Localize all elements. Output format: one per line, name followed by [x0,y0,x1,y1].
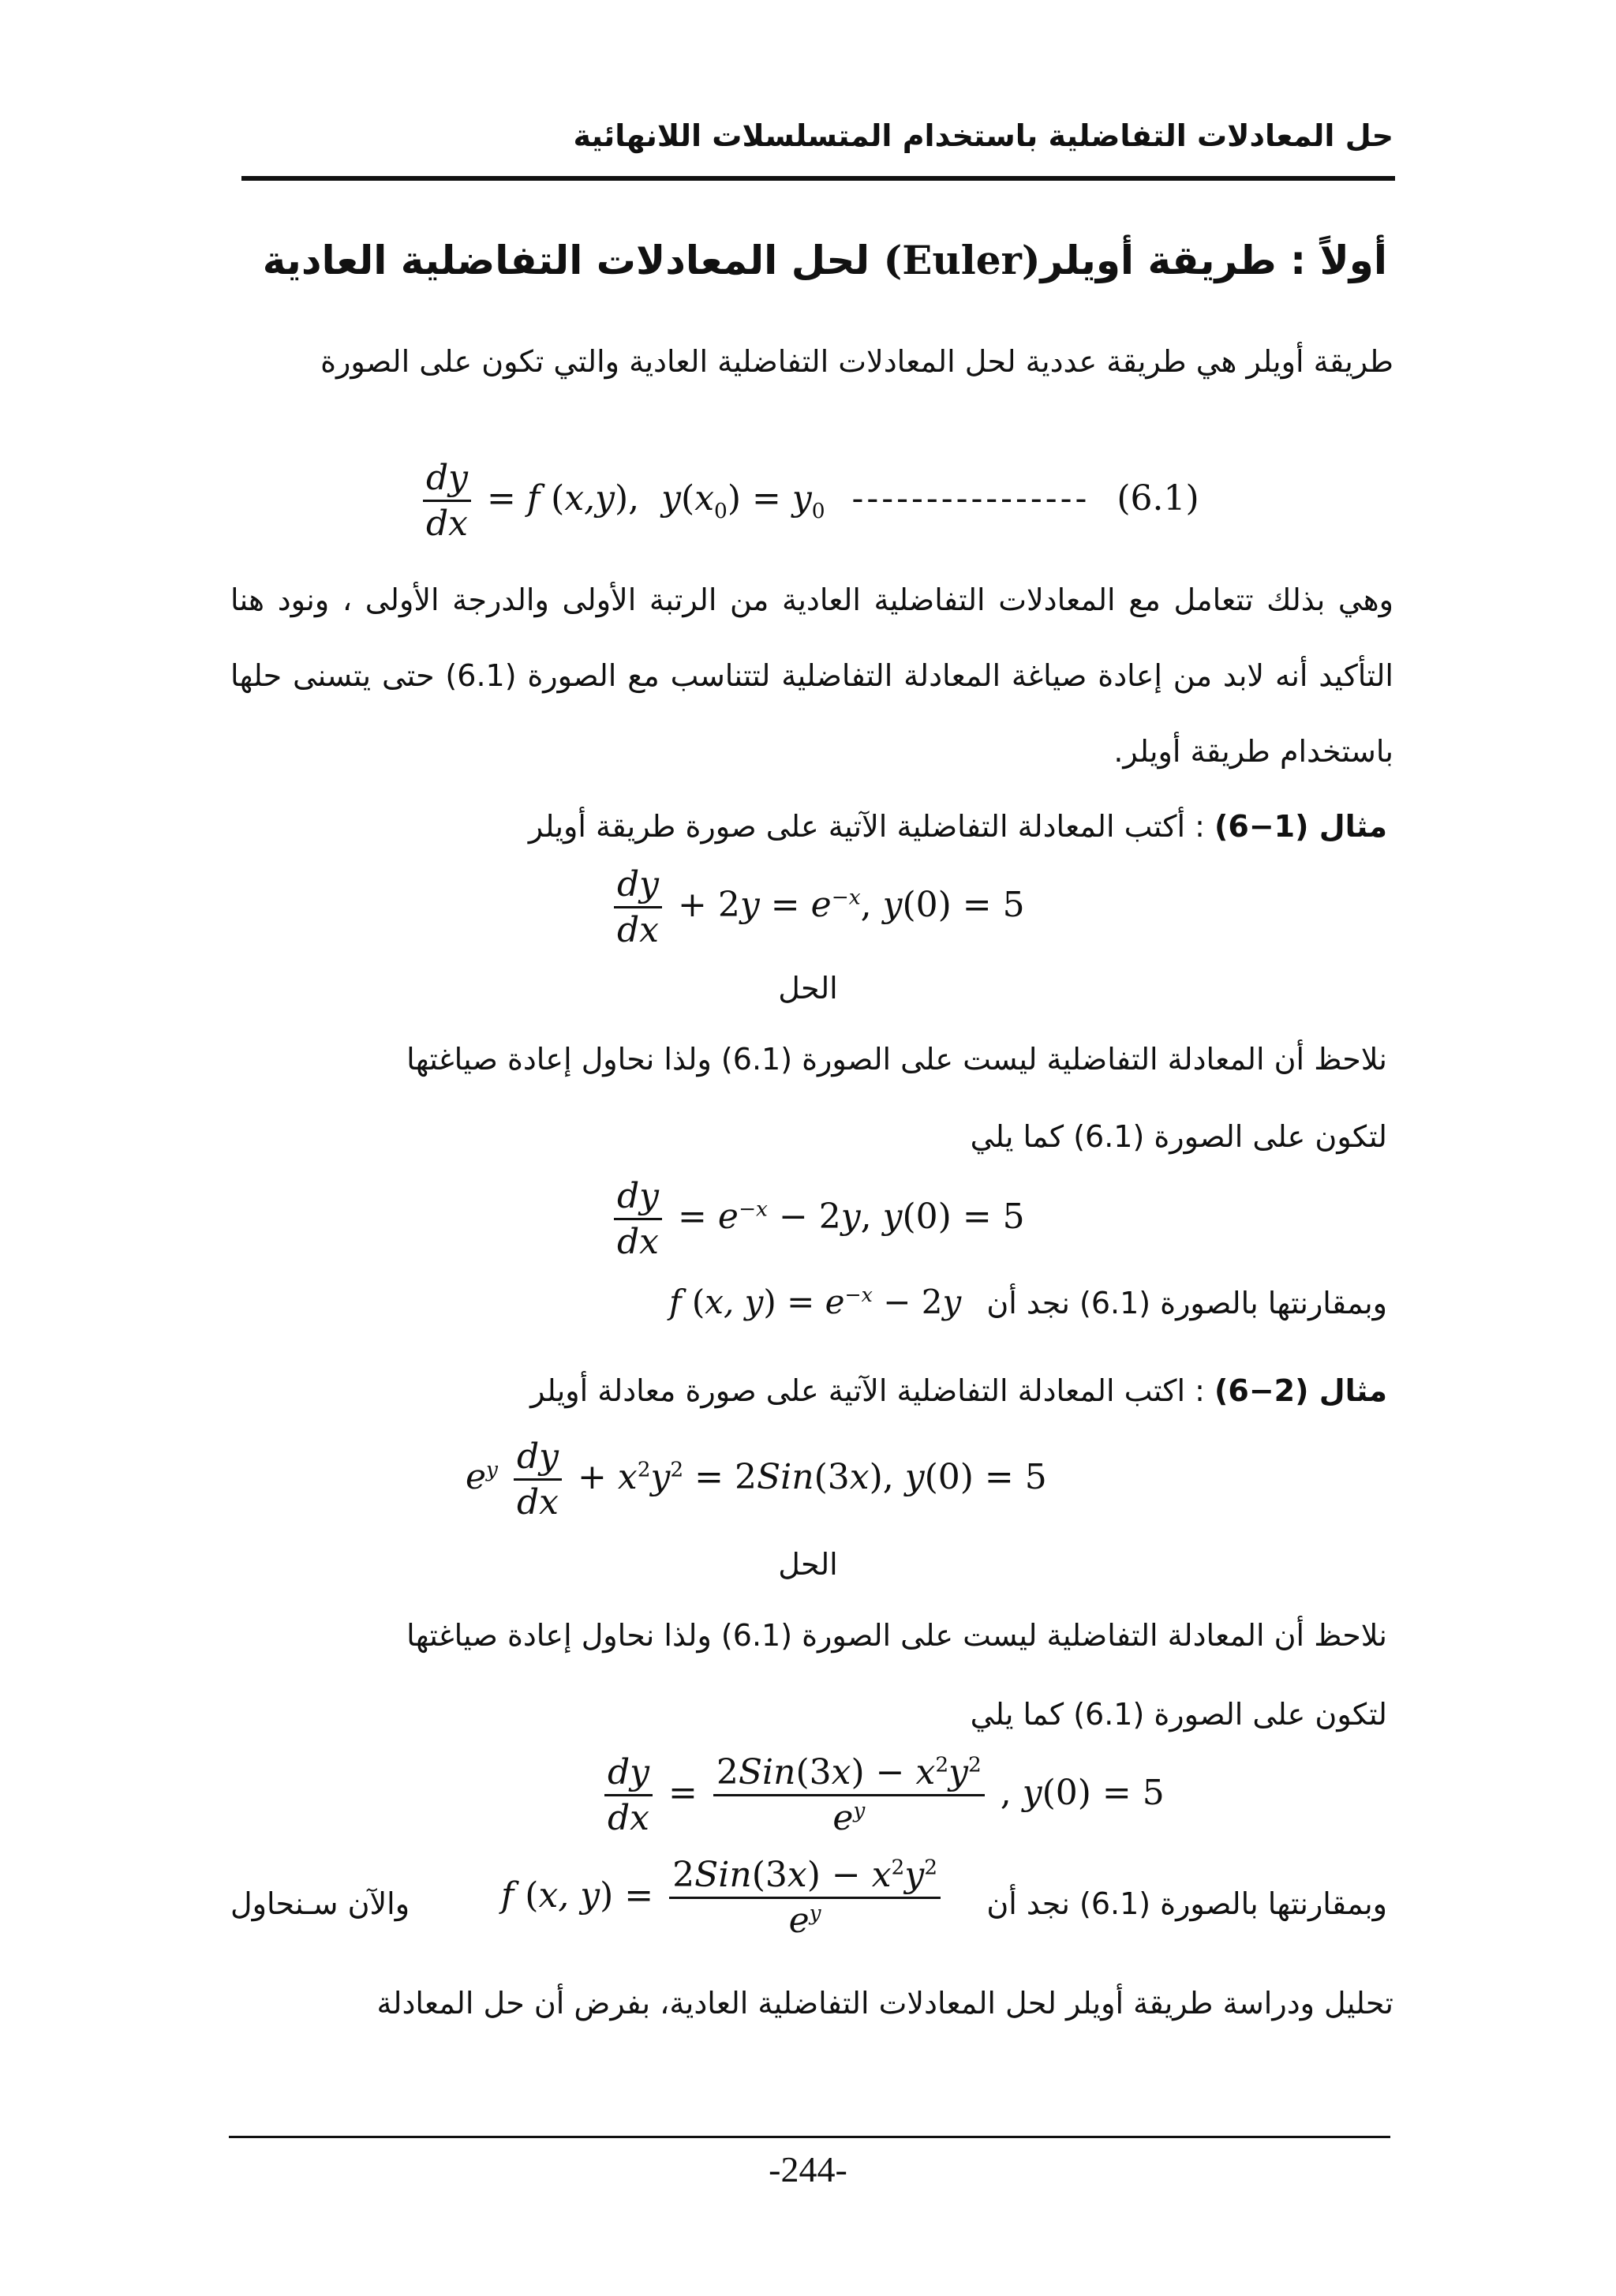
example-1-equation: $\frac{dy}{dx}$ + $2y = e^{-x}$, y(0) = 5 [609,864,1025,950]
equation-6-1: $\frac{dy}{dx}$ = f (x,y), $y(x_0) = y_0$ ---------------- (6.1) [418,458,1199,544]
footer-rule [229,2136,1390,2138]
example-2-f-definition: f (x, y) = $\frac{2Sin(3x) - x^2y^2}{e^y}$ [501,1855,945,1941]
intro-paragraph-1: طريقة أويلر هي طريقة عددية لحل المعادلات التفاضلية العادية والتي تكون على الصورة [320,344,1393,379]
example-1-label: مثال (1−6) [1214,809,1387,844]
page-number: -244- [769,2149,847,2189]
intro-paragraph-2: وهي بذلك تتعامل مع المعادلات التفاضلية العادية من الرتبة الأولى والدرجة الأولى ، ونود هنا التأكيد أنه لابد من إعادة صياغة المعادلة التفاضلية لتتناسب مع الصورة (6.1) حتى يتسنى حلها باستخدام طريقة أويلر. [230,582,1393,769]
example-2-note-1: نلاحظ أن المعادلة التفاضلية ليست على الصورة (6.1) ولذا نحاول إعادة صياغتها [406,1618,1387,1653]
example-2-note-2: لتكون على الصورة (6.1) كما يلي [970,1697,1387,1732]
running-header: حل المعادلات التفاضلية باستخدام المتسلسلات اللانهائية [573,118,1393,153]
example-2-label: مثال (2−6) [1214,1373,1387,1408]
example-1-rewritten-equation: $\frac{dy}{dx}$ = $e^{-x} - 2y$, y(0) = 5 [609,1176,1025,1262]
example-2-equation: $e^y$ $\frac{dy}{dx}$ + $x^2y^2 = 2Sin(3x)$, y(0) = 5 [466,1436,1047,1523]
example-1-solution-label: الحل [778,971,838,1006]
example-1-f-definition: f (x, $y) = e^{-x} - 2y$ [668,1283,962,1321]
example-2-solution-label: الحل [778,1547,838,1582]
heading-prefix: أولاً : طريقة أويلر [1040,238,1387,283]
example-1-statement: مثال (1−6) : أكتب المعادلة التفاضلية الآتية على صورة طريقة أويلر [528,809,1387,844]
equation-dashes: ---------------- [851,478,1090,519]
example-2-last-line: تحليل ودراسة طريقة أويلر لحل المعادلات التفاضلية العادية، بفرض أن حل المعادلة [376,1986,1393,2021]
section-heading [263,237,1387,283]
heading-suffix: لحل المعادلات التفاضلية العادية [262,238,884,283]
heading-latin: (Euler) [883,237,1041,283]
equation-tag: (6.1) [1117,478,1199,519]
example-2-statement: مثال (2−6) : اكتب المعادلة التفاضلية الآتية على صورة معادلة أويلر [530,1373,1387,1408]
example-1-note-2: لتكون على الصورة (6.1) كما يلي [970,1119,1387,1154]
example-1-note-1: نلاحظ أن المعادلة التفاضلية ليست على الصورة (6.1) ولذا نحاول إعادة صياغتها [406,1042,1387,1077]
example-2-continuation: والآن سـنحاول [230,1886,410,1921]
example-2-compare: وبمقارنتها بالصورة (6.1) نجد أن [986,1886,1387,1921]
example-1-compare: وبمقارنتها بالصورة (6.1) نجد أن f (x, $y) = e^{-x} - 2y$ [668,1283,1387,1321]
example-2-rewritten-equation: $\frac{dy}{dx}$ = $\frac{2Sin(3x) - x^2y^2}{e^y}$ , y(0) = 5 [600,1752,1165,1838]
header-rule [241,176,1395,181]
